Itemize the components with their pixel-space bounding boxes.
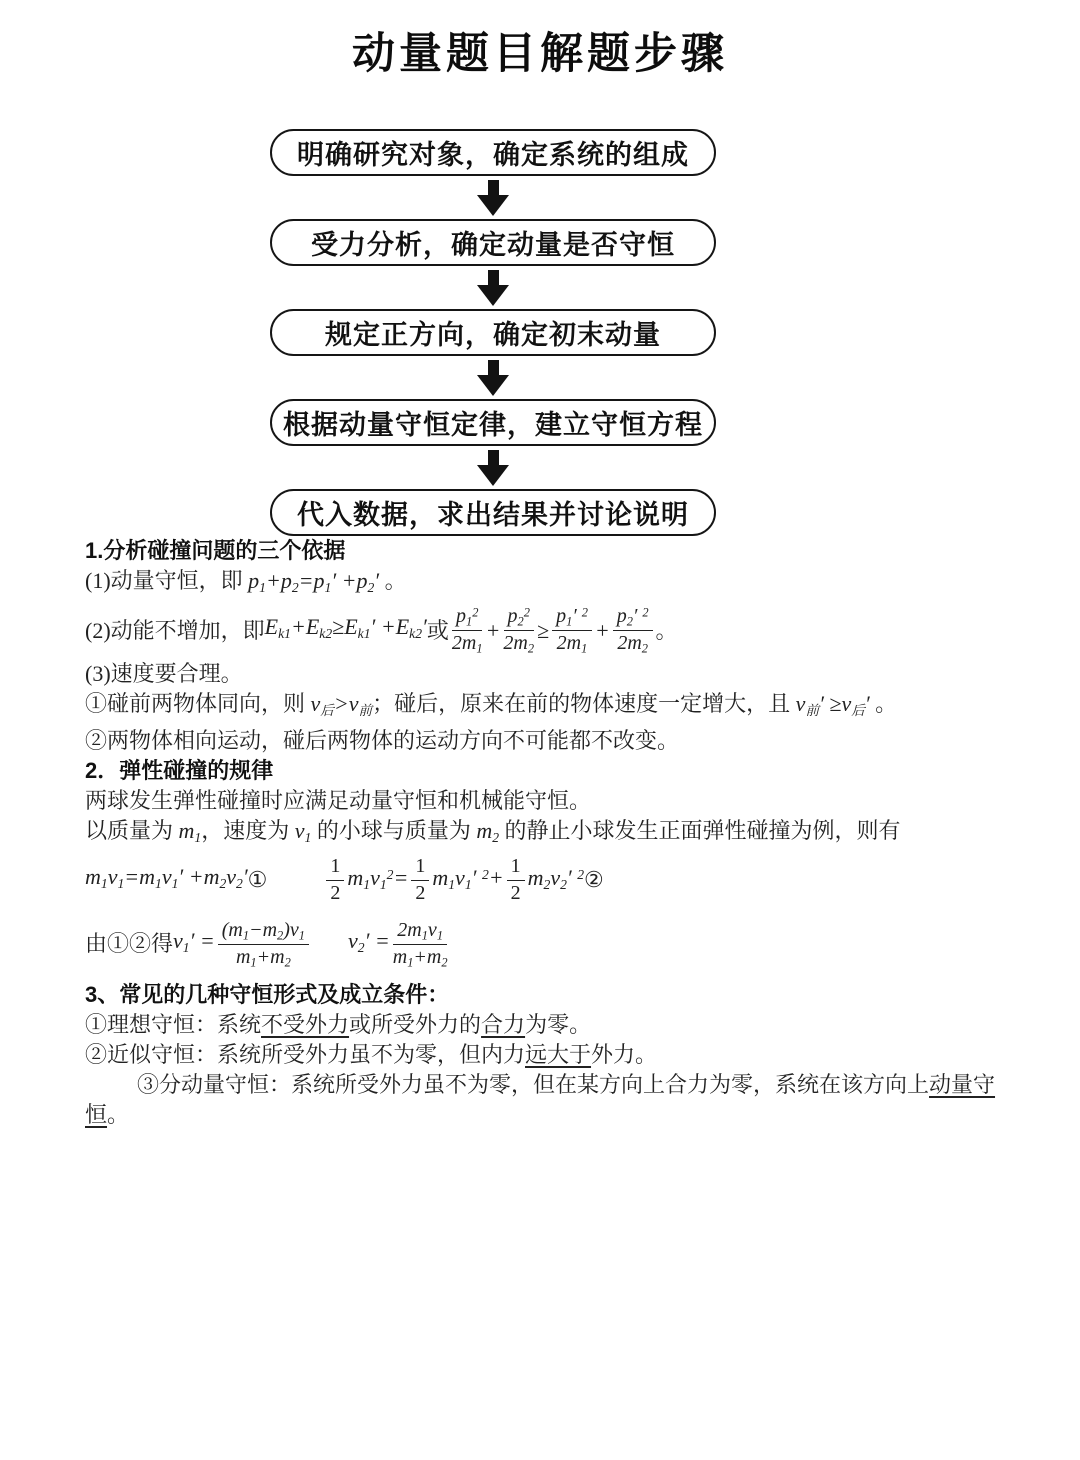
p2-text2: ，速度为 [201, 817, 295, 843]
velocity-v1: $v_1$ [294, 817, 312, 845]
section3-item2 [85, 1040, 1022, 1070]
energy-term-2: $m_1v_1'$ $^2$+ [432, 865, 504, 893]
derived-lead: 由①②得 [85, 931, 174, 957]
section2-heading: 2．弹性碰撞的规律 [85, 757, 274, 783]
section3-item3 [85, 1070, 1022, 1130]
energy-term-3: $m_2v_2'$ $^2$ [527, 865, 585, 893]
energy-term-1: $m_1v_1^2=$ [347, 865, 409, 893]
item1-text3: 为零。 [525, 1012, 592, 1038]
fraction-p1-sq: $\frac{p_1^2}{2m_1}$ [451, 605, 483, 656]
ge-sign: ≥ [537, 617, 550, 643]
plus-sign: + [594, 617, 610, 643]
underline-momentum-conserved: 动量守恒 [85, 1072, 996, 1128]
section3-heading: 3、常见的几种守恒形式及成立条件： [85, 982, 450, 1008]
section3-item1 [85, 1010, 1022, 1040]
item3-text2: 。 [107, 1102, 130, 1128]
note1-text2: ；碰后，原来在前的物体速度一定增大，且 [372, 690, 796, 716]
down-arrow-icon [477, 356, 509, 399]
flowchart-step-3-label: 规定正方向，确定初末动量 [325, 320, 661, 350]
p2-text1: 以质量为 [85, 817, 179, 843]
equation-tag-2: ② [584, 867, 604, 893]
flowchart-step-5 [270, 489, 716, 536]
section1-item2 [85, 603, 1022, 659]
fraction-p2-prime-sq: $\frac{p_2' ^2}{2m_2}$ [613, 605, 653, 656]
fraction-p2-sq: $\frac{p_2^2}{2m_2}$ [503, 605, 535, 656]
item1-period: 。 [379, 568, 407, 593]
one-half-fraction: $\frac{1}{2}$ [507, 855, 525, 905]
down-arrow-icon [477, 176, 509, 219]
fraction-p1-prime-sq: $\frac{p_1' ^2}{2m_1}$ [552, 605, 592, 656]
momentum-conservation-formula: $p_1+p_2=p_1' +p_2'$ [248, 568, 380, 595]
underline-much-greater: 远大于 [525, 1042, 592, 1068]
v1-prime-equals: $v_1'$ = [173, 928, 215, 955]
note1-text1: ①碰前两物体同向，则 [85, 690, 311, 716]
item1-text: (1)动量守恒，即 [85, 568, 249, 593]
flowchart-step-5-label: 代入数据，求出结果并讨论说明 [297, 500, 689, 530]
section2-paragraph2 [85, 816, 1022, 853]
kinetic-energy-inequality: $E_{k1}+E_{k2}\ge E_{k1}' +E_{k2}'$ [264, 614, 427, 642]
item2-or: 或 [426, 617, 449, 643]
one-half-fraction: $\frac{1}{2}$ [411, 855, 429, 905]
item2-text: (2)动能不增加，即 [85, 617, 265, 643]
section2-equations [85, 852, 1022, 908]
flowchart [270, 129, 716, 536]
momentum-equation: $m_1v_1=m_1v_1' +m_2v_2'$ [85, 864, 248, 891]
flowchart-step-2-label: 受力分析，确定动量是否守恒 [311, 230, 675, 260]
document-body [0, 536, 1080, 1130]
item1-text1: ①理想守恒：系统 [85, 1012, 262, 1038]
section1-item1 [85, 566, 1022, 603]
flowchart-step-1-label: 明确研究对象，确定系统的组成 [297, 140, 689, 170]
flowchart-step-3 [270, 309, 716, 356]
section1-note2: ②两物体相向运动，碰后两物体的运动方向不可能都不改变。 [85, 727, 680, 753]
plus-sign: + [485, 617, 501, 643]
item2-period: 。 [655, 617, 678, 643]
item3-text1: ③分动量守恒：系统所受外力虽不为零，但在某方向上合力为零，系统在该方向上 [137, 1072, 930, 1098]
velocity-compare-after: $v_前' \ge v_后'$ [795, 690, 870, 718]
flowchart-step-2 [270, 219, 716, 266]
underline-net-force: 合力 [481, 1012, 526, 1038]
mass-m2: $m_2$ [476, 817, 500, 845]
flowchart-step-1 [270, 129, 716, 176]
flowchart-step-4-label: 根据动量守恒定律，建立守恒方程 [283, 410, 703, 440]
fraction-v1-prime: $\frac{(m_1-m_2)v_1}{m_1+m_2}$ [218, 919, 309, 970]
underline-no-external-force: 不受外力 [261, 1012, 350, 1038]
note1-period: 。 [869, 690, 898, 716]
item1-text2: 或所受外力的 [349, 1012, 482, 1038]
down-arrow-icon [477, 446, 509, 489]
section2-derived-results [85, 908, 1022, 980]
down-arrow-icon [477, 266, 509, 309]
equation-tag-1: ① [247, 867, 268, 893]
fraction-v2-prime: $\frac{2m_1v_1}{m_1+m_2}$ [392, 918, 448, 970]
flowchart-step-4 [270, 399, 716, 446]
one-half-fraction: $\frac{1}{2}$ [326, 855, 344, 905]
section2-paragraph1: 两球发生弹性碰撞时应满足动量守恒和机械能守恒。 [85, 787, 592, 813]
page-title: 动量题目解题步骤 [352, 30, 728, 78]
p2-text4: 的静止小球发生正面弹性碰撞为例，则有 [499, 817, 901, 843]
item2-text1: ②近似守恒：系统所受外力虽不为零，但内力 [85, 1042, 526, 1068]
section1-note1 [85, 689, 1022, 726]
v2-prime-equals: $v_2'$ = [347, 928, 390, 955]
velocity-compare-before: $v_后>v_前$ [310, 690, 373, 718]
mass-m1: $m_1$ [178, 817, 202, 845]
section1-item3: (3)速度要合理。 [85, 660, 243, 686]
p2-text3: 的小球与质量为 [311, 817, 477, 843]
item2-text2: 外力。 [591, 1042, 658, 1068]
section1-heading: 1.分析碰撞问题的三个依据 [85, 538, 346, 563]
